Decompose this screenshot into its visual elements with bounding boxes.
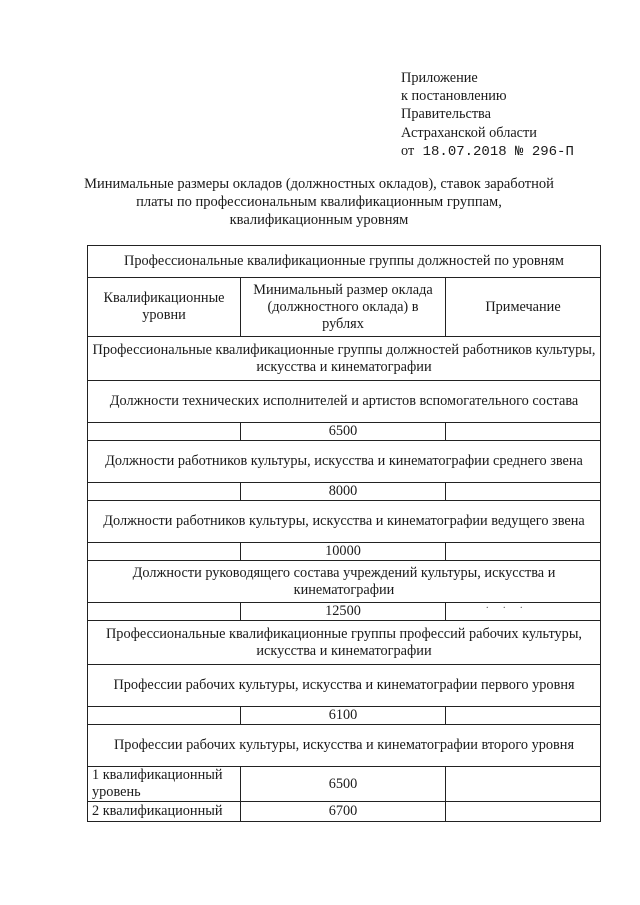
appendix-date-line — [401, 142, 574, 161]
cell-level: 1 квалификационный уровень — [88, 767, 241, 802]
appendix-line: Астраханской области — [401, 124, 537, 141]
column-header-row — [88, 278, 601, 337]
cell-salary: 6100 — [241, 707, 446, 725]
appendix-line: Приложение — [401, 70, 478, 86]
cell-note — [446, 707, 601, 725]
group-header: Профессиональные квалификационные группы должностей работников культуры, искусства и кинематографии — [88, 337, 601, 381]
table-row — [88, 483, 601, 501]
cell-note — [446, 767, 601, 802]
date-number: 18.07.2018 № 296-П — [422, 143, 574, 160]
column-header-level: Квалификационные уровни — [88, 278, 241, 337]
table-top-header: Профессиональные квалификационные группы должностей по уровням — [88, 246, 601, 278]
subgroup-header-row — [88, 501, 601, 543]
cell-note — [446, 423, 601, 441]
cell-salary: 6500 — [241, 767, 446, 802]
subgroup-header-row — [88, 441, 601, 483]
table-row — [88, 767, 601, 802]
salary-table — [87, 245, 601, 822]
cell-salary: 8000 — [241, 483, 446, 501]
subgroup-header: Профессии рабочих культуры, искусства и кинематографии второго уровня — [88, 725, 601, 767]
group-header-row — [88, 621, 601, 665]
group-header: Профессиональные квалификационные группы профессий рабочих культуры, искусства и кинематографии — [88, 621, 601, 665]
table-row — [88, 707, 601, 725]
subgroup-header: Должности технических исполнителей и артистов вспомогательного состава — [88, 381, 601, 423]
table-body — [88, 246, 601, 822]
subgroup-header-row — [88, 381, 601, 423]
appendix-line: Правительства — [401, 106, 491, 123]
table-row — [88, 543, 601, 561]
cell-note — [446, 802, 601, 822]
cell-level: 2 квалификационный — [88, 802, 241, 822]
subgroup-header: Должности работников культуры, искусства и кинематографии ведущего звена — [88, 501, 601, 543]
cell-note — [446, 543, 601, 561]
group-header-row — [88, 337, 601, 381]
subgroup-header-row — [88, 561, 601, 603]
cell-salary: 6700 — [241, 802, 446, 822]
subgroup-header-row — [88, 665, 601, 707]
subgroup-header: Должности руководящего состава учреждений культуры, искусства и кинематографии — [88, 561, 601, 603]
cell-level — [88, 707, 241, 725]
subgroup-header: Профессии рабочих культуры, искусства и кинематографии первого уровня — [88, 665, 601, 707]
table-row — [88, 802, 601, 822]
cell-note — [446, 483, 601, 501]
scan-specks: . . . — [486, 600, 529, 611]
cell-salary: 12500 — [241, 603, 446, 621]
appendix-block — [401, 69, 574, 161]
cell-level — [88, 603, 241, 621]
document-title: Минимальные размеры окладов (должностных окладов), ставок заработной платы по профессиональным квалификационным группам, квалификационным уровням — [84, 176, 554, 229]
subgroup-header-row — [88, 725, 601, 767]
table-top-header-row — [88, 246, 601, 278]
table-row — [88, 423, 601, 441]
cell-level — [88, 423, 241, 441]
cell-salary: 10000 — [241, 543, 446, 561]
column-header-salary: Минимальный размер оклада (должностного оклада) в рублях — [241, 278, 446, 337]
cell-level — [88, 543, 241, 561]
column-header-note: Примечание — [446, 278, 601, 337]
subgroup-header: Должности работников культуры, искусства и кинематографии среднего звена — [88, 441, 601, 483]
appendix-line: к постановлению — [401, 88, 507, 105]
date-prefix: от — [401, 142, 415, 159]
cell-level — [88, 483, 241, 501]
cell-salary: 6500 — [241, 423, 446, 441]
